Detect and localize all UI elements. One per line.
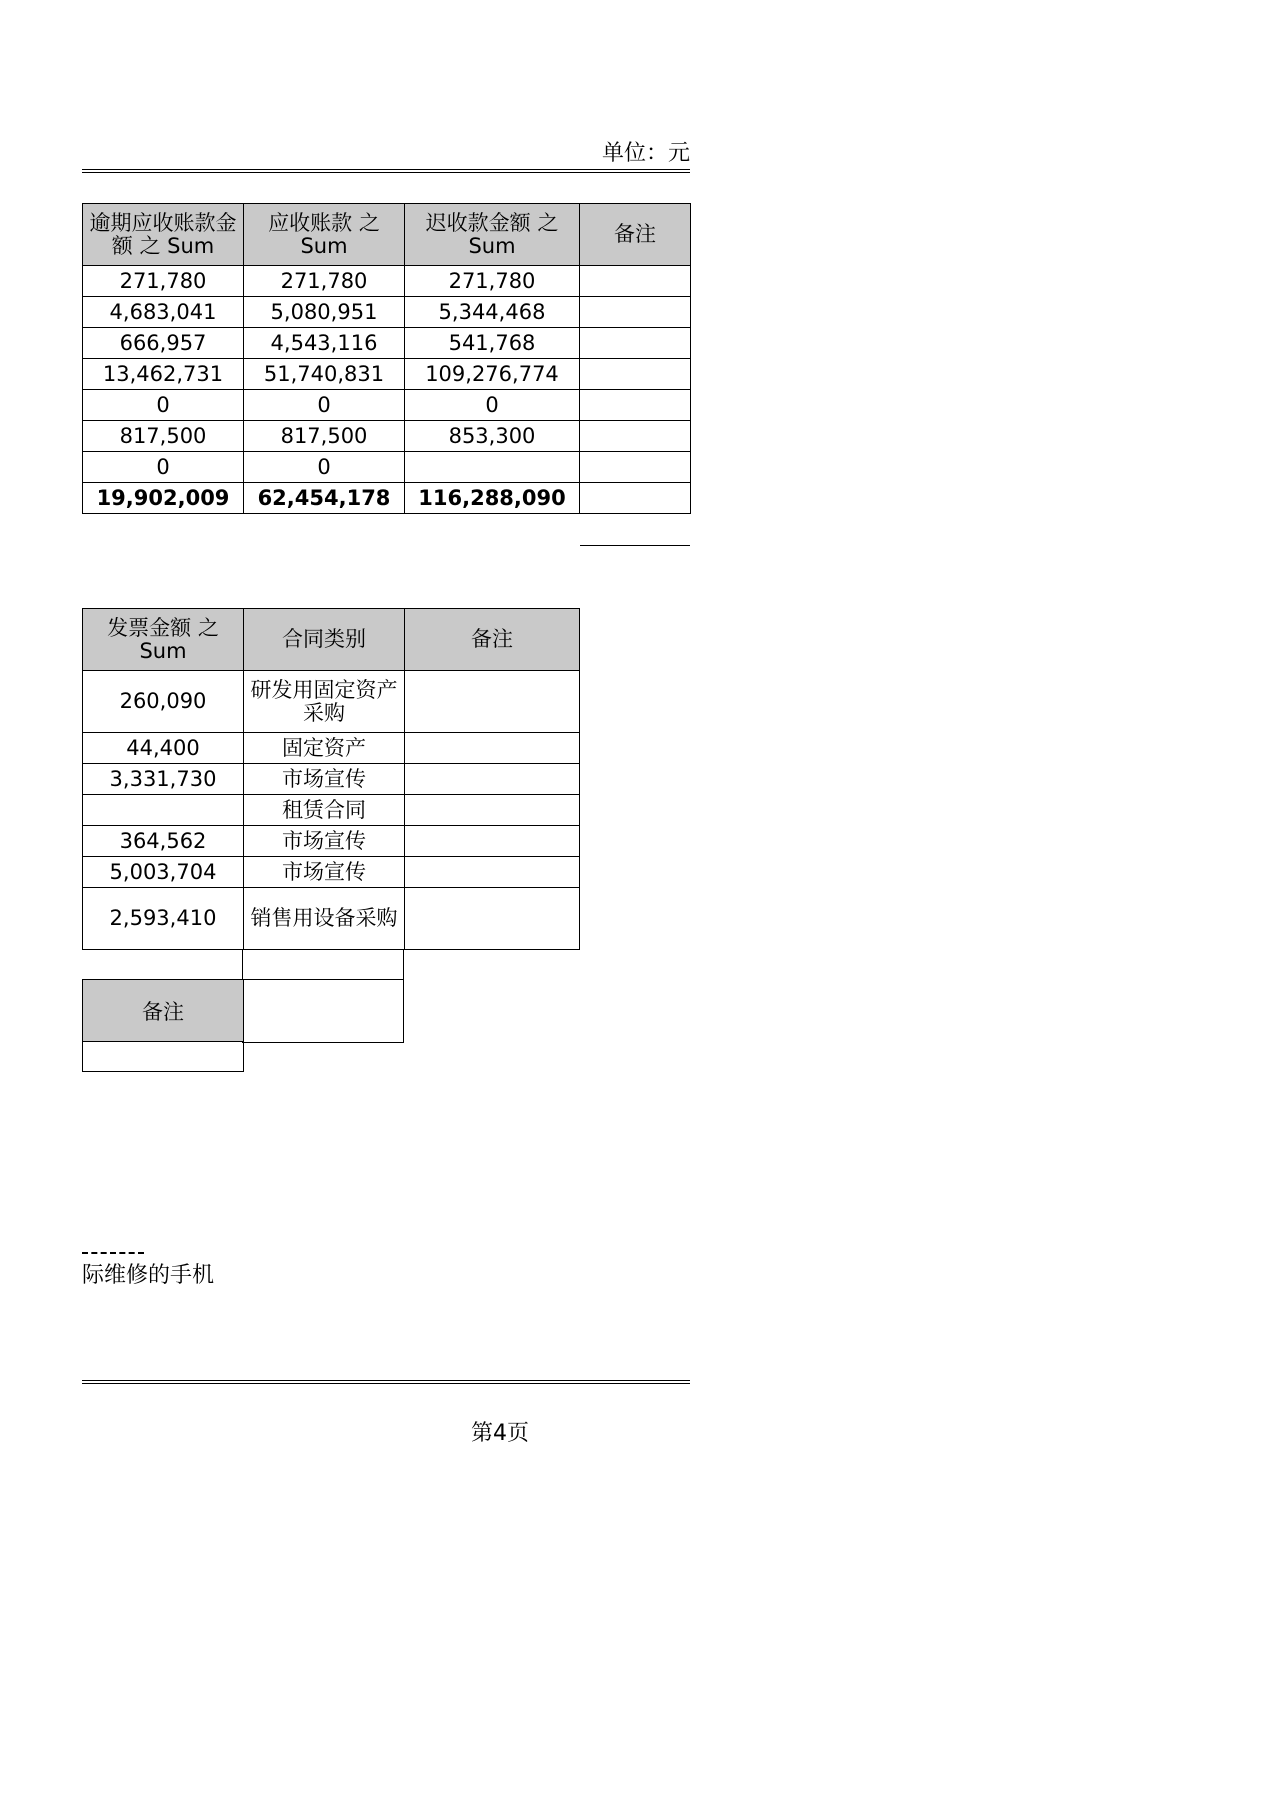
table2-header-remarks: 备注 — [405, 609, 580, 671]
table-cell — [405, 733, 580, 764]
table-cell: 0 — [405, 390, 580, 421]
table-row — [83, 764, 580, 795]
table-row — [83, 328, 691, 359]
table-cell: 853,300 — [405, 421, 580, 452]
table-cell: 5,080,951 — [244, 297, 405, 328]
table-cell: 51,740,831 — [244, 359, 405, 390]
remarks-header-label: 备注 — [142, 999, 184, 1024]
receivables-table — [82, 203, 691, 514]
empty-cell-fragment — [242, 949, 404, 1043]
table-cell: 44,400 — [83, 733, 244, 764]
table-row — [83, 826, 580, 857]
table-cell: 市场宣传 — [244, 764, 405, 795]
table-cell: 5,003,704 — [83, 857, 244, 888]
unit-label: 单位：元 — [601, 141, 690, 166]
table-cell — [580, 328, 691, 359]
remarks-empty-cell — [82, 1042, 244, 1072]
table-cell: 13,462,731 — [83, 359, 244, 390]
table2-header-contract-type: 合同类别 — [244, 609, 405, 671]
table-cell: 3,331,730 — [83, 764, 244, 795]
table-cell: 271,780 — [405, 266, 580, 297]
table1-total-row — [83, 483, 691, 514]
table1-header-row — [83, 204, 691, 266]
table-cell: 销售用设备采购 — [244, 888, 405, 950]
table-cell — [405, 888, 580, 950]
table-cell: 租赁合同 — [244, 795, 405, 826]
remarks-header-cell — [82, 979, 244, 1042]
table-cell: 4,543,116 — [244, 328, 405, 359]
table-cell: 研发用固定资产采购 — [244, 671, 405, 733]
table-cell: 0 — [244, 452, 405, 483]
table2-header-invoice: 发票金额 之 Sum — [83, 609, 244, 671]
table-cell — [405, 764, 580, 795]
page-number: 第4页 — [471, 1421, 529, 1446]
table-cell — [580, 359, 691, 390]
table-row — [83, 795, 580, 826]
table2-header-row — [83, 609, 580, 671]
table-row — [83, 452, 691, 483]
table-cell: 666,957 — [83, 328, 244, 359]
table-cell: 2,593,410 — [83, 888, 244, 950]
header-double-rule — [82, 169, 690, 173]
total-cell — [580, 483, 691, 514]
footer-note: 际维修的手机 — [82, 1263, 215, 1288]
footer-double-rule — [82, 1380, 690, 1384]
table-row — [83, 888, 580, 950]
table-cell: 0 — [244, 390, 405, 421]
table-cell: 5,344,468 — [405, 297, 580, 328]
table-row — [83, 671, 580, 733]
table-cell — [580, 297, 691, 328]
table-cell: 817,500 — [83, 421, 244, 452]
table-cell: 0 — [83, 452, 244, 483]
table-cell — [580, 452, 691, 483]
table-row — [83, 421, 691, 452]
cutoff-text-remnant — [82, 1252, 144, 1258]
table-cell: 0 — [83, 390, 244, 421]
table-cell: 817,500 — [244, 421, 405, 452]
table-row — [83, 390, 691, 421]
table-cell: 109,276,774 — [405, 359, 580, 390]
table1-header-remarks: 备注 — [580, 204, 691, 266]
table-cell: 364,562 — [83, 826, 244, 857]
table-cell — [405, 452, 580, 483]
table-cell: 4,683,041 — [83, 297, 244, 328]
table-cell — [405, 826, 580, 857]
table-cell — [580, 421, 691, 452]
table-cell: 市场宣传 — [244, 826, 405, 857]
table-row — [83, 359, 691, 390]
table-cell: 271,780 — [244, 266, 405, 297]
total-cell: 116,288,090 — [405, 483, 580, 514]
invoice-table — [82, 608, 580, 950]
table-cell: 市场宣传 — [244, 857, 405, 888]
table-row — [83, 733, 580, 764]
table-row — [83, 266, 691, 297]
table-cell — [580, 390, 691, 421]
table-cell — [405, 671, 580, 733]
table1-header-overdue: 逾期应收账款金额 之 Sum — [83, 204, 244, 266]
total-cell: 19,902,009 — [83, 483, 244, 514]
table-cell — [580, 266, 691, 297]
empty-cell-fragment-divider — [242, 979, 404, 980]
table-row — [83, 297, 691, 328]
table-row — [83, 857, 580, 888]
short-rule — [580, 545, 690, 546]
total-cell: 62,454,178 — [244, 483, 405, 514]
table1-header-receivable: 应收账款 之 Sum — [244, 204, 405, 266]
table-cell: 260,090 — [83, 671, 244, 733]
table-cell: 271,780 — [83, 266, 244, 297]
table-cell — [83, 795, 244, 826]
table-cell: 固定资产 — [244, 733, 405, 764]
table-cell — [405, 795, 580, 826]
table1-header-late: 迟收款金额 之 Sum — [405, 204, 580, 266]
table-cell — [405, 857, 580, 888]
table-cell: 541,768 — [405, 328, 580, 359]
